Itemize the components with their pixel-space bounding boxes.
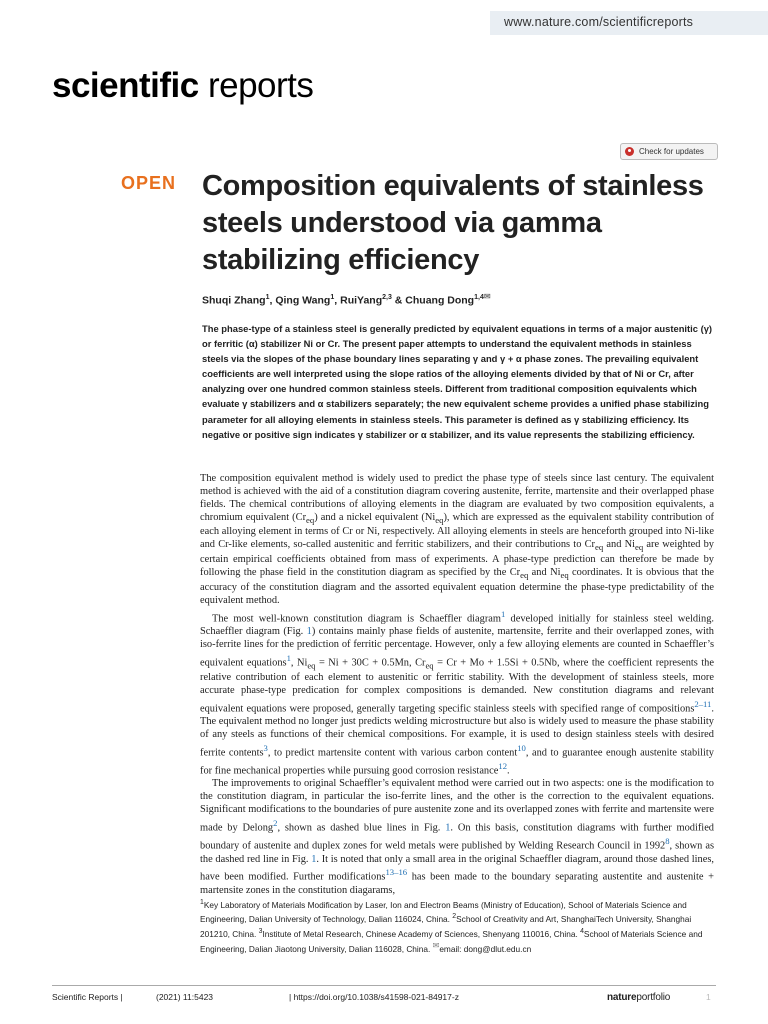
subscript: eq (520, 570, 529, 581)
footer-journal: Scientific Reports | (52, 992, 123, 1002)
author-list (202, 292, 491, 307)
subscript: eq (307, 660, 316, 671)
footer-divider (52, 985, 716, 986)
affiliation-text: School of Creativity and Art, ShanghaiTech University, Shanghai 201210, China. (200, 914, 692, 939)
citation-link[interactable]: 2–11 (694, 698, 712, 709)
text-run: are weighted by certain empirical coefficients obtained from mass of experiments. A phase-type prediction can therefore be made by following the phase field in the constitution diagram as specified by the Cr (200, 539, 714, 579)
affiliation-sup: 2 (452, 913, 457, 921)
author-link[interactable]: Qing Wang (275, 294, 331, 307)
text-run: The most well-known constitution diagram is Schaeffler diagram (212, 613, 501, 625)
text-run: = Cr + Mo + 1.5Si + 0.5Nb, where the coefficient represents the relative contribution of each element to austenitic or ferritic stability. With the development of stainless steels, more accurate phase-type predication for complex compositions is demanded. New constitution diagrams and relevant equivalent equations were proposed, generally targeting specific stainless steels with specified range of compositions (200, 657, 714, 715)
doi-link[interactable]: | https://doi.org/10.1038/s41598-021-84917-z (289, 992, 459, 1002)
subscript: eq (635, 542, 644, 553)
text-run: The improvements to original Schaeffler’s equivalent method were carried out in two aspects: one is the modification to the constitution diagram, in particular the iso-ferrite lines, and the other is the correction to the equivalent equations. Significant modifications to the boundaries of pure austenite zone and its overlapped zones with ferrite and martensite were made by Delong (200, 778, 714, 834)
text-run: coordinates. It is obvious that the accuracy of the constitution diagram and the assorted equivalent equation determine the phase-type predictability of the equivalent method. (200, 567, 714, 606)
text-run: The composition equivalent method is widely used to predict the phase type of steels since last century. The equivalent method is achieved with the aid of a constitution diagram covering austenite, ferrite, martensite and their overlapped phase fields. The chemical contributions of alloying elements in the diagram are evaluated by two composition equivalents, a chromium equivalent (Cr (200, 473, 714, 523)
footer-volume: (2021) 11:5423 (156, 992, 214, 1002)
text-run: , and to guarantee enough austenite stability for fine mechanical properties while pursuing good corrosion resistance (200, 747, 714, 777)
author-and: & (391, 294, 406, 307)
affiliation-sup: 1,4 (474, 294, 484, 301)
citation-link[interactable]: 10 (517, 742, 526, 753)
logo-bold: nature (607, 992, 637, 1003)
text-run: . (507, 765, 510, 777)
text-run: . The equivalent method no longer just predicts welding microstructure but also is widely used to measure the phase stability of any steels as functions of their chemical compositions. For example, it is used to design stainless steels with desired ferrite contents (200, 703, 714, 759)
page-number: 1 (706, 992, 711, 1002)
text-run: . On this basis, constitution diagrams with further modified boundary of austenite and duplex zones for weld metals were published by Welding Research Council in 1992 (200, 822, 714, 852)
citation-link[interactable]: 1 (501, 608, 506, 619)
citation-link[interactable]: 3 (263, 742, 268, 753)
text-run: ) and a nickel equivalent (Ni (314, 511, 436, 523)
citation-link[interactable]: 2 (273, 817, 278, 828)
subscript: eq (425, 660, 434, 671)
paragraph-2 (200, 608, 714, 779)
text-run: and Ni (603, 539, 636, 551)
subscript: eq (595, 542, 604, 553)
mail-icon[interactable]: ✉ (483, 292, 491, 301)
text-run: has been made to the boundary separating austentite and austenite + martensite zones in the constitution diagarams, (200, 871, 714, 896)
check-updates-label: Check for updates (639, 147, 704, 156)
affiliation-text: School of Materials Science and Engineering, Dalian Jiaotong University, Dalian 116028, China. (200, 928, 703, 954)
abstract: The phase-type of a stainless steel is generally predicted by equivalent equations in terms of a major austenitic (γ) or ferritic (α) stabilizer Ni or Cr. The present paper attempts to understand the equivalent methods in stainless steels via the slopes of the phase boundary lines separating γ and γ + α phase zones. The prevailing equivalent coefficients are well interpreted using the slope ratios of the alloying elements divided by that of Ni or Cr, after analyzing over one hundred common stainless steels. Different from traditional composition equivalents which evaluate γ stabilizers and α stabilizers separately; the new equivalent scheme provides a unified phase stabilizing parameter for all alloying elements in stainless steels. This parameter is defined as γ stabilizing efficiency. Its negative or positive sign indicates γ stabilizer or α stabilizer, and its value represents the stabilizing efficiency. (202, 323, 713, 440)
author-link[interactable]: Shuqi Zhang (202, 294, 266, 307)
crossmark-icon (625, 147, 634, 156)
text-run: , shown as dashed blue lines in Fig. (277, 822, 446, 834)
affiliation-sup: 1 (265, 294, 270, 301)
text-run: developed initially for stainless steel welding. Schaeffler diagram (Fig. (200, 613, 714, 637)
paragraph-1 (200, 473, 714, 608)
affiliation-sup: 2,3 (382, 294, 392, 301)
paragraph-3 (200, 778, 714, 897)
mail-icon: ✉ (432, 941, 440, 951)
email-link[interactable]: email: dong@dlut.edu.cn (439, 943, 532, 954)
citation-link[interactable]: 8 (665, 836, 670, 847)
author-sep: , (269, 294, 276, 307)
affiliation-text: Institute of Metal Research, Chinese Academy of Sciences, Shenyang 110016, China. (262, 928, 581, 939)
affiliation-text: Key Laboratory of Materials Modification by Laser, Ion and Electron Beams (Ministry of Education), School of Materials Science and Engineering, Dalian University of Technology, Dalian 116024, China. (200, 899, 687, 925)
figure-link[interactable]: 1 (311, 853, 317, 865)
affiliation-sup: 3 (258, 927, 263, 935)
citation-link[interactable]: 1 (286, 652, 291, 663)
text-run: , to predict martensite content with various carbon content (267, 747, 518, 759)
article-title: Composition equivalents of stainless steels understood via gamma stabilizing efficiency (202, 170, 704, 276)
author-sep: , (334, 294, 341, 307)
logo-light: portfolio (636, 992, 671, 1003)
subscript: eq (560, 570, 569, 581)
nature-portfolio-logo (607, 992, 670, 1003)
open-access-label: OPEN (121, 173, 177, 193)
journal-name-light: reports (198, 66, 314, 105)
journal-url-link[interactable]: www.nature.com/scientificreports (504, 15, 694, 29)
text-run: , Ni (290, 657, 308, 669)
subscript: eq (435, 514, 444, 525)
author-link[interactable]: Chuang Dong (405, 294, 475, 307)
text-run: = Ni + 30C + 0.5Mn, Cr (315, 657, 426, 669)
text-run: ), which are expressed as the equivalent stability contribution of each alloying element in terms of Cr or Ni, respectively. All alloying elements in steels are henceforth grouped into Ni-like and Cr-like elements, so-called austenitic and ferritic stabilizers, and their contributions to Cr (200, 511, 714, 551)
citation-link[interactable]: 13–16 (385, 867, 408, 878)
article-body (200, 473, 714, 898)
journal-name-bold: scientific (52, 66, 199, 105)
text-run: . It is noted that only a small area in the original Schaeffler diagram, around those dashed lines, have been modified. Further modifications (200, 853, 714, 883)
text-run: ) contains mainly phase fields of austenite, martensite, ferrite and their overlapped zones, with iso-ferrite lines for the prediction of ferritic percentage. However, only a few alloying elements are counted in Schaeffler’s equivalent equations (200, 625, 714, 669)
figure-link[interactable]: 1 (445, 822, 451, 834)
affiliations-footnote (200, 897, 716, 955)
affiliation-sup: 4 (580, 927, 584, 935)
text-run: and Ni (528, 567, 561, 579)
subscript: eq (306, 514, 315, 525)
check-updates-button[interactable] (620, 143, 718, 160)
text-run: , shown as the dashed red line in Fig. (200, 840, 714, 865)
affiliation-sup: 1 (330, 294, 335, 301)
journal-logo (52, 66, 313, 106)
figure-link[interactable]: 1 (306, 625, 312, 637)
citation-link[interactable]: 12 (498, 761, 508, 772)
author-link[interactable]: RuiYang (340, 294, 383, 307)
affiliation-sup: 1 (200, 899, 204, 906)
